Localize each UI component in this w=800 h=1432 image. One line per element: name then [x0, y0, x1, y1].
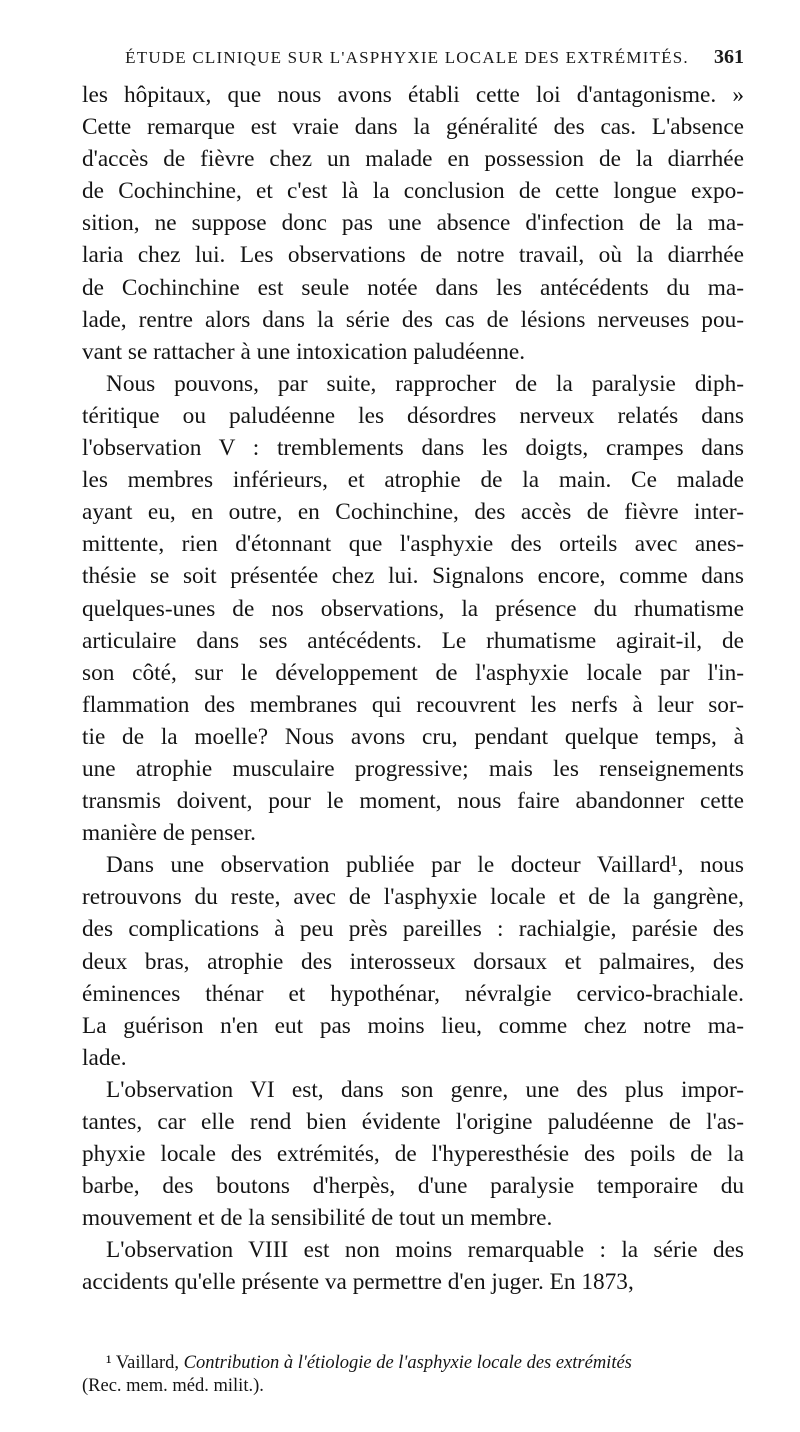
text-line: quelques-unes de nos observations, la présence du rhumatisme [82, 595, 744, 622]
text-line: lade. [82, 1044, 127, 1071]
text-line: thésie se soit présentée chez lui. Signalons encore, comme dans [82, 563, 744, 590]
text-line: tie de la moelle? Nous avons cru, pendant quelque temps, à [82, 723, 744, 750]
footnote-line-2 [82, 1375, 744, 1398]
text-line: La guérison n'en eut pas moins lieu, comme chez notre ma- [82, 1012, 744, 1039]
text-line: L'observation VIII est non moins remarquable : la série des [106, 1237, 744, 1264]
text-line: sition, ne suppose donc pas une absence d'infection de la ma- [82, 210, 744, 237]
text-line: articulaire dans ses antécédents. Le rhumatisme agirait-il, de [82, 627, 744, 654]
text-line: L'observation VI est, dans son genre, une des plus impor- [106, 1076, 744, 1103]
text-line: d'accès de fièvre chez un malade en possession de la diarrhée [82, 146, 744, 173]
text-line: vant se rattacher à une intoxication paludéenne. [82, 338, 526, 365]
text-line: retrouvons du reste, avec de l'asphyxie locale et de la gangrène, [82, 884, 744, 911]
text-line: Cette remarque est vraie dans la généralité des cas. L'absence [82, 114, 744, 141]
text-line: laria chez lui. Les observations de notre travail, où la diarrhée [82, 242, 744, 269]
text-line: de Cochinchine, et c'est là la conclusion de cette longue expo- [82, 178, 744, 205]
text-line: flammation des membranes qui recouvrent les nerfs à leur sor- [82, 691, 744, 718]
footnote-line-1 [82, 1352, 744, 1375]
header-title: ÉTUDE CLINIQUE SUR L'ASPHYXIE LOCALE DES EXTRÉMITÉS. [125, 48, 689, 67]
text-line: transmis doivent, pour le moment, nous faire abandonner cette [82, 788, 744, 815]
footnote-author: Vaillard, [115, 1353, 180, 1373]
paragraph [82, 1234, 744, 1298]
text-line: Nous pouvons, par suite, rapprocher de la paralysie diph- [106, 370, 744, 397]
paragraph [82, 1074, 744, 1234]
text-line: ayant eu, en outre, en Cochinchine, des accès de fièvre inter- [82, 499, 744, 526]
text-line: une atrophie musculaire progressive; mais les renseignements [82, 755, 744, 782]
text-line: l'observation V : tremblements dans les doigts, crampes dans [82, 435, 744, 462]
paragraph [82, 368, 744, 849]
text-line: accidents qu'elle présente va permettre d'en juger. En 1873, [82, 1269, 634, 1296]
text-line: les membres inférieurs, et atrophie de la main. Ce malade [82, 467, 744, 494]
text-line: mittente, rien d'étonnant que l'asphyxie des orteils avec anes- [82, 531, 744, 558]
text-line: éminences thénar et hypothénar, névralgie cervico-brachiale. [82, 980, 744, 1007]
text-line: des complications à peu près pareilles : rachialgie, parésie des [82, 916, 744, 943]
body-text [82, 79, 744, 1299]
text-line: phyxie locale des extrémités, de l'hyperesthésie des poils de la [82, 1141, 744, 1168]
text-line: son côté, sur le développement de l'asphyxie locale par l'in- [82, 659, 744, 686]
footnote-marker: ¹ [106, 1353, 112, 1373]
footnote-title: Contribution à l'étiologie de l'asphyxie locale des extrémités [183, 1353, 632, 1373]
running-header [82, 46, 744, 69]
text-line: tantes, car elle rend bien évidente l'origine paludéenne de l'as- [82, 1109, 744, 1135]
footnote [82, 1352, 744, 1398]
text-line: de Cochinchine est seule notée dans les antécédents du ma- [82, 274, 744, 301]
paragraph [82, 79, 744, 368]
text-line: les hôpitaux, que nous avons établi cette loi d'antagonisme. » [82, 82, 744, 108]
paragraph [82, 849, 744, 1074]
text-line: Dans une observation publiée par le docteur Vaillard¹, nous [106, 852, 744, 879]
text-line: lade, rentre alors dans la série des cas de lésions nerveuses pou- [82, 306, 744, 333]
text-line: barbe, des boutons d'herpès, d'une paralysie temporaire du [82, 1173, 744, 1200]
text-line: manière de penser. [82, 820, 256, 847]
text-line: mouvement et de la sensibilité de tout un membre. [82, 1205, 553, 1232]
page-number: 361 [714, 46, 744, 68]
text-line: deux bras, atrophie des interosseux dorsaux et palmaires, des [82, 948, 744, 975]
footnote-source: (Rec. mem. méd. milit.). [82, 1376, 264, 1396]
text-line: téritique ou paludéenne les désordres nerveux relatés dans [82, 402, 744, 429]
